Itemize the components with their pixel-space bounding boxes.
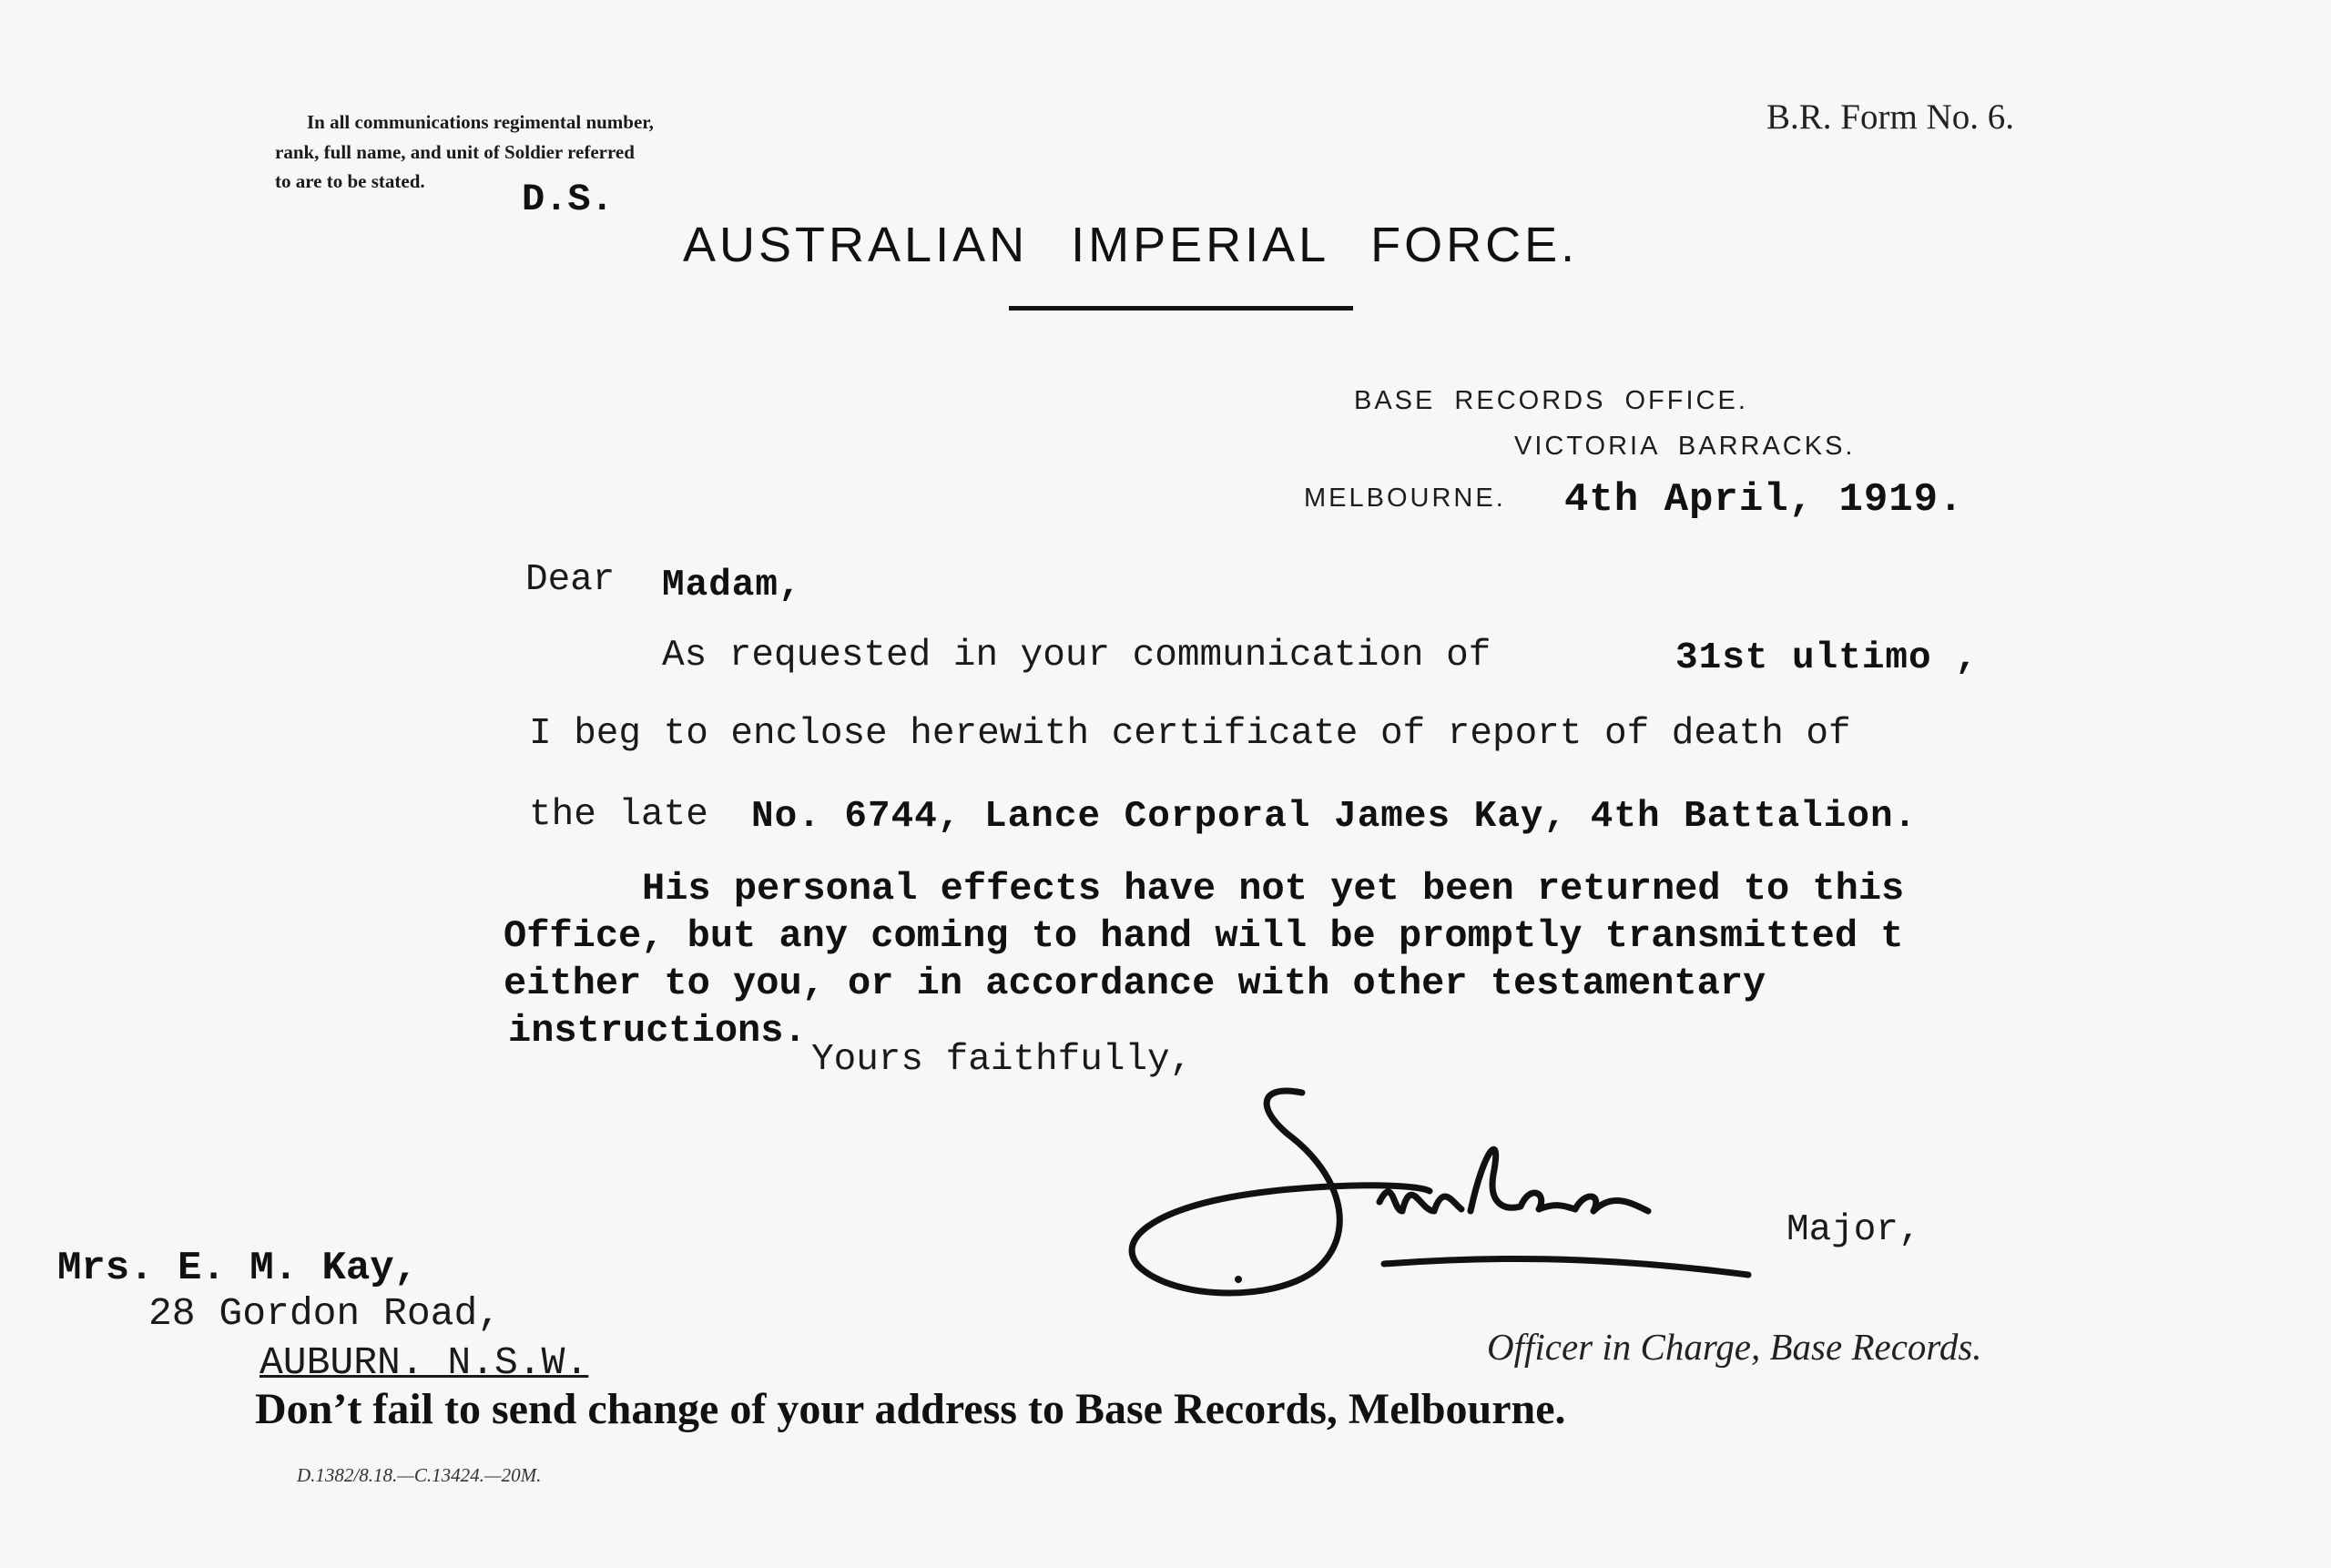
notice-line-2: rank, full name, and unit of Soldier referred (275, 141, 635, 163)
signature-graphic (1120, 1074, 1776, 1311)
ds-mark: D.S. (522, 178, 614, 221)
salutation-printed: Dear (525, 559, 616, 601)
form-number: B.R. Form No. 6. (1766, 97, 2014, 137)
officer-rank: Major, (1786, 1209, 1921, 1251)
body-line-1: As requested in your communication of (662, 635, 1491, 677)
body-line-3: the late (529, 794, 708, 836)
letter-date: 4th April, 1919. (1564, 477, 1964, 523)
office-line-1: BASE RECORDS OFFICE. (1354, 386, 1748, 415)
notice-line-3: to are to be stated. (275, 170, 425, 192)
para-line-4: instructions. (508, 1009, 807, 1053)
body-line-3-typed: No. 6744, Lance Corporal James Kay, 4th Battalion. (751, 796, 1918, 838)
officer-title: Officer in Charge, Base Records. (1487, 1326, 1982, 1368)
body-line-1-typed: 31st ultimo , (1675, 637, 1979, 679)
title-rule (1009, 306, 1353, 311)
para-line-2: Office, but any coming to hand will be promptly transmitted t (504, 914, 1904, 958)
body-line-2: I beg to enclose herewith certificate of report of death of (529, 713, 1851, 755)
print-code: D.1382/8.18.—C.13424.—20M. (297, 1464, 542, 1486)
closing: Yours faithfully, (811, 1039, 1193, 1081)
recipient-name: Mrs. E. M. Kay, (57, 1246, 419, 1291)
para-line-3: either to you, or in accordance with other testamentary (504, 962, 1766, 1005)
para-line-1: His personal effects have not yet been returned to this (642, 867, 1905, 911)
salutation-typed: Madam, (662, 565, 802, 606)
office-city: MELBOURNE. (1304, 484, 1506, 513)
notice-line-1: In all communications regimental number, (307, 111, 654, 133)
recipient-street: 28 Gordon Road, (148, 1291, 502, 1336)
office-line-2: VICTORIA BARRACKS. (1514, 432, 1856, 461)
recipient-town: AUBURN. N.S.W. (260, 1340, 589, 1385)
footer-notice: Don’t fail to send change of your address to Base Records, Melbourne. (255, 1385, 1566, 1433)
page-title: AUSTRALIAN IMPERIAL FORCE. (683, 218, 1579, 272)
